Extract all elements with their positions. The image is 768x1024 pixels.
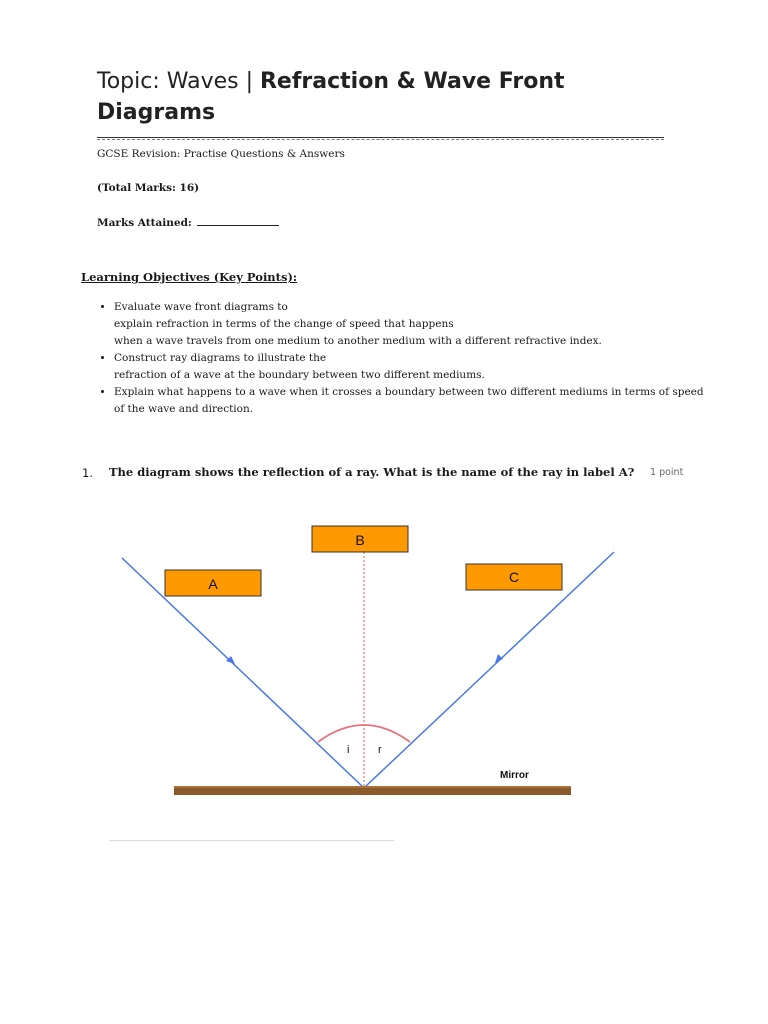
question-text: The diagram shows the reflection of a ray. What is the name of the ray in label A?: [109, 465, 635, 479]
objective-line: of the wave and direction.: [114, 403, 254, 415]
total-marks: (Total Marks: 16): [97, 182, 200, 194]
label-b: B: [355, 532, 365, 548]
title-prefix: Topic: Waves |: [97, 69, 260, 94]
subtitle: GCSE Revision: Practise Questions & Answers: [97, 148, 345, 160]
objective-line: • Construct ray diagrams to illustrate the: [114, 352, 327, 364]
reflected-arrow: [495, 654, 503, 663]
title-divider: [97, 137, 664, 138]
objective-line: • Evaluate wave front diagrams to: [114, 301, 288, 313]
answer-separator: [109, 840, 394, 841]
marks-attained: [97, 216, 279, 229]
label-c: C: [508, 569, 520, 585]
page-title: [97, 66, 697, 128]
marks-attained-label: Marks Attained:: [97, 217, 192, 229]
objectives-heading: Learning Objectives (Key Points):: [81, 270, 298, 284]
question-number: 1.: [82, 466, 93, 480]
objective-line: refraction of a wave at the boundary between two different mediums.: [114, 369, 485, 381]
title-bold-line2: Diagrams: [97, 100, 216, 125]
angle-i-label: i: [347, 744, 350, 756]
mirror-highlight: [174, 786, 571, 788]
objective-item: [114, 350, 714, 384]
objective-item: [114, 299, 714, 350]
marks-attained-blank: [197, 216, 279, 226]
question-points: 1 point: [650, 467, 684, 478]
title-bold-line1: Refraction & Wave Front: [259, 69, 565, 94]
objective-line: when a wave travels from one medium to another medium with a different refractive index.: [114, 335, 602, 347]
reflection-diagram: [0, 500, 768, 820]
objective-line: • Explain what happens to a wave when it crosses a boundary between two different mediums in terms of speed: [114, 386, 704, 398]
objective-item: [114, 384, 714, 418]
angle-r-label: r: [378, 744, 382, 756]
objective-line: explain refraction in terms of the change of speed that happens: [114, 318, 454, 330]
label-a: A: [208, 576, 218, 592]
objectives-list: [97, 299, 714, 418]
mirror-label: Mirror: [500, 770, 529, 781]
